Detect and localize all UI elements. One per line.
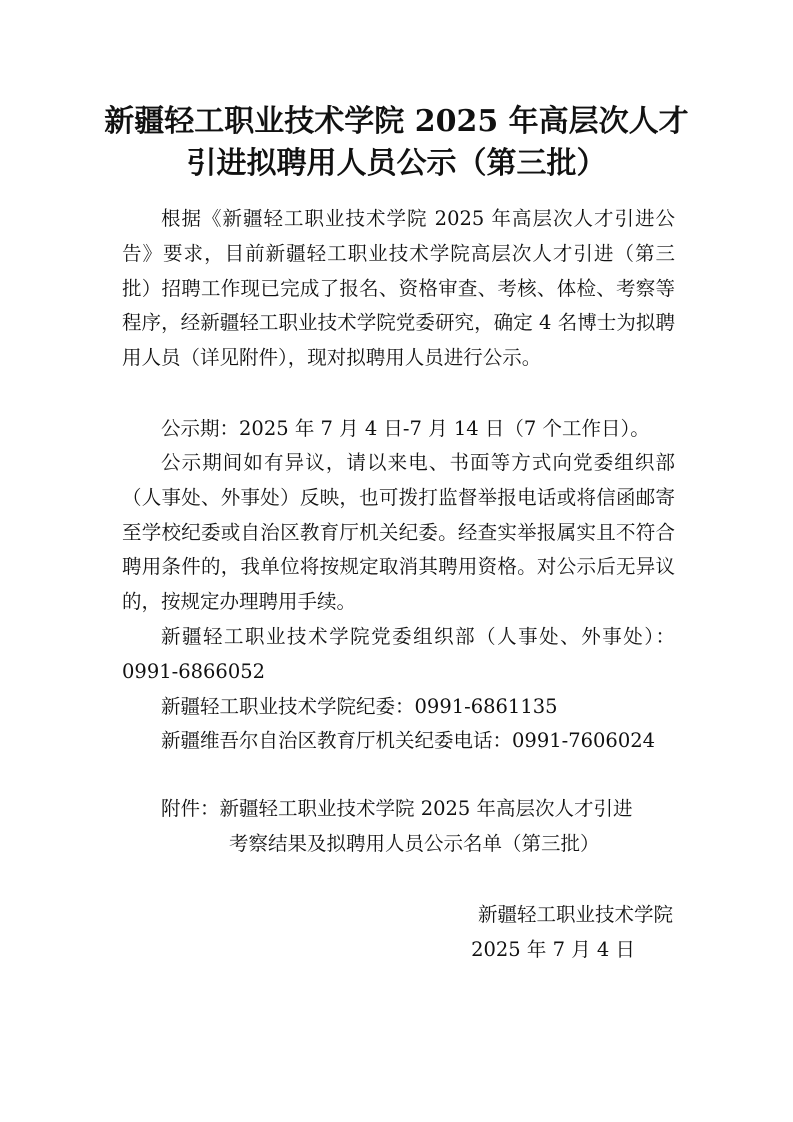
contact-education-department: 新疆维吾尔自治区教育厅机关纪委电话：0991-7606024 (161, 729, 656, 752)
signature-date: 2025 年 7 月 4 日 (471, 938, 635, 961)
contact-discipline-committee: 新疆轻工职业技术学院纪委：0991-6861135 (161, 695, 558, 718)
paragraph-publicity-period: 公示期：2025 年 7 月 4 日-7 月 14 日（7 个工作日）。 (161, 417, 650, 440)
document-title-line-1: 新疆轻工职业技术学院 2025 年高层次人才 (104, 104, 689, 139)
attachment-line-1: 附件：新疆轻工职业技术学院 2025 年高层次人才引进 (161, 797, 633, 820)
paragraph-announcement: 根据《新疆轻工职业技术学院 2025 年高层次人才引进公告》要求，目前新疆轻工职业技术学院高层次人才引进（第三批）招聘工作现已完成了报名、资格审查、考核、体检、考察等程序，经新疆轻工职业技术学院党委研究，确定 4 名博士为拟聘用人员（详见附件），现对拟聘用人员进行公示。 (122, 207, 675, 370)
signature-organization: 新疆轻工职业技术学院 (477, 903, 673, 926)
paragraph-objection-procedure: 公示期间如有异议，请以来电、书面等方式向党委组织部（人事处、外事处）反映，也可拨打监督举报电话或将信函邮寄至学校纪委或自治区教育厅机关纪委。经查实举报属实且不符合聘用条件的，我单位将按规定取消其聘用资格。对公示后无异议的，按规定办理聘用手续。 (122, 451, 675, 614)
document-title-line-2: 引进拟聘用人员公示（第三批） (186, 146, 607, 181)
contact-organization-department: 新疆轻工职业技术学院党委组织部（人事处、外事处）：0991-6866052 (122, 625, 675, 683)
attachment-line-2: 考察结果及拟聘用人员公示名单（第三批） (229, 832, 600, 855)
